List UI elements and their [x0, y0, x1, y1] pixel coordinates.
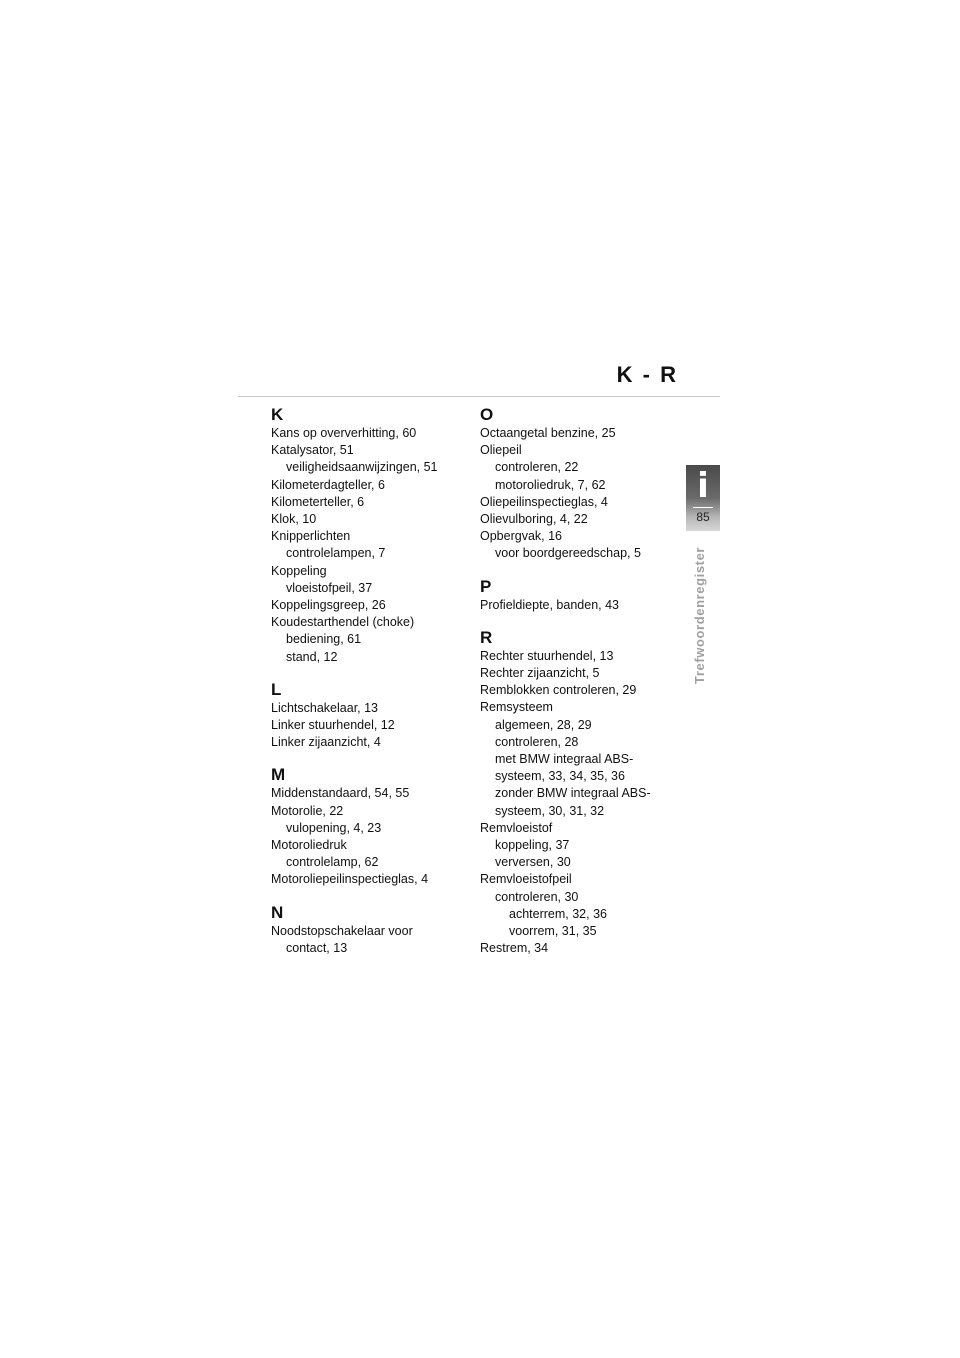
index-entry: Klok, 10: [271, 512, 317, 527]
index-entry: Lichtschakelaar, 13: [271, 700, 379, 715]
index-entry: Profieldiepte, banden, 43: [480, 597, 619, 612]
index-entry: Rechter stuurhendel, 13: [480, 648, 614, 663]
index-entry: Rechter zijaanzicht, 5: [480, 666, 600, 681]
page-range-title: K - R: [616, 362, 678, 387]
index-section: [271, 680, 471, 752]
index-section: [480, 577, 680, 614]
index-section: [480, 628, 680, 958]
index-subentry: controleren, 30: [495, 889, 579, 904]
info-icon: i: [697, 466, 709, 506]
index-entry: Knipperlichten: [271, 529, 351, 544]
index-entry: Oliepeilinspectieglas, 4: [480, 494, 608, 509]
index-section: [271, 405, 471, 666]
index-subentry: stand, 12: [286, 649, 338, 664]
index-subentry: controleren, 28: [495, 734, 579, 749]
index-entry: Middenstandaard, 54, 55: [271, 786, 410, 801]
index-subentry: vulopening, 4, 23: [286, 820, 382, 835]
index-letter-heading: O: [480, 405, 494, 424]
index-subentry: vloeistofpeil, 37: [286, 580, 373, 595]
index-letter-heading: R: [480, 627, 493, 647]
index-section: [271, 765, 471, 888]
index-entry: Koudestarthendel (choke): [271, 615, 415, 630]
index-subentry: met BMW integraal ABS-: [495, 752, 634, 767]
index-entry: Kilometerdagteller, 6: [271, 477, 385, 492]
index-subentry: verversen, 30: [495, 855, 571, 870]
index-entry: Motoroliepeilinspectieglas, 4: [271, 872, 429, 887]
index-entry: Noodstopschakelaar voor: [271, 923, 413, 938]
index-subentry: algemeen, 28, 29: [495, 717, 592, 732]
index-section: [271, 903, 471, 957]
index-entry: Linker zijaanzicht, 4: [271, 735, 381, 750]
index-entry: Motorolie, 22: [271, 803, 344, 818]
index-entry: Opbergvak, 16: [480, 529, 562, 544]
index-entry: Motoroliedruk: [271, 838, 347, 853]
index-entry: Remsysteem: [480, 700, 553, 715]
index-subentry: motoroliedruk, 7, 62: [495, 477, 606, 492]
index-letter-heading: P: [480, 576, 492, 596]
index-subentry: controleren, 22: [495, 460, 579, 475]
index-subentry: zonder BMW integraal ABS-: [495, 786, 651, 801]
index-entry: Kans op oververhitting, 60: [271, 426, 417, 440]
index-subentry: achterrem, 32, 36: [509, 906, 607, 921]
index-subentry: contact, 13: [286, 940, 348, 955]
index-entry: Linker stuurhendel, 12: [271, 718, 395, 733]
index-letter-heading: K: [271, 405, 284, 424]
index-subentry: bediening, 61: [286, 632, 362, 647]
index-entry: Oliepeil: [480, 443, 522, 458]
chapter-tab: [686, 465, 720, 531]
index-subentry: veiligheidsaanwijzingen, 51: [286, 460, 438, 475]
index-subentry: controlelampen, 7: [286, 546, 386, 561]
page-number: 85: [696, 510, 710, 524]
index-entry: Remvloeistof: [480, 820, 553, 835]
index-subentry: systeem, 33, 34, 35, 36: [495, 769, 625, 784]
index-section: [480, 405, 680, 563]
index-entry: Remvloeistofpeil: [480, 872, 572, 887]
index-letter-heading: L: [271, 679, 282, 699]
index-column-left: [271, 405, 471, 971]
section-side-label: Trefwoordenregister: [692, 546, 707, 684]
index-column-right: [480, 405, 680, 971]
index-entry: Restrem, 34: [480, 941, 549, 956]
header-rule: [238, 396, 720, 397]
index-subentry: koppeling, 37: [495, 838, 570, 853]
index-entry: Katalysator, 51: [271, 443, 354, 458]
index-subentry: systeem, 30, 31, 32: [495, 803, 605, 818]
index-entry: Koppelingsgreep, 26: [271, 598, 386, 613]
index-letter-heading: N: [271, 902, 284, 922]
index-entry: Koppeling: [271, 563, 327, 578]
index-subentry: voor boordgereedschap, 5: [495, 546, 641, 561]
index-subentry: voorrem, 31, 35: [509, 924, 597, 939]
index-entry: Octaangetal benzine, 25: [480, 426, 616, 440]
index-letter-heading: M: [271, 765, 286, 785]
index-subentry: controlelamp, 62: [286, 855, 379, 870]
index-entry: Kilometerteller, 6: [271, 494, 365, 509]
index-entry: Olievulboring, 4, 22: [480, 512, 588, 527]
index-entry: Remblokken controleren, 29: [480, 683, 637, 698]
